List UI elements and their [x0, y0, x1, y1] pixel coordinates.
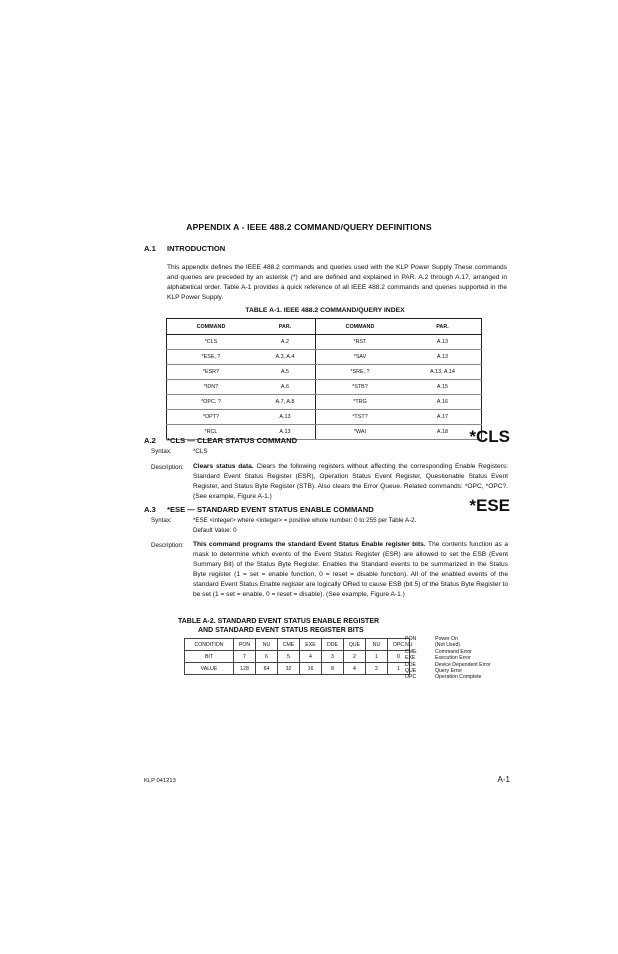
legend-code: NU	[405, 642, 413, 649]
table1-cell: A.13	[404, 350, 482, 365]
table2-cell: OPC	[388, 639, 410, 651]
section-heading-a3: *ESE — STANDARD EVENT STATUS ENABLE COMMAND	[167, 505, 374, 514]
table2-cell: NU	[366, 639, 388, 651]
command-index-table	[166, 318, 482, 440]
table2-cell: 1	[366, 651, 388, 663]
table1-cell: A.2	[255, 335, 316, 350]
legend-meaning: Execution Error	[435, 655, 471, 662]
table2-cell: BIT	[185, 651, 234, 663]
description-body: Clears the following registers without affecting the corresponding Enable Registers: Standard Event Status Register (ESR), Operation Status Event Register, Questionable Status Event Register, and Status Byte Register (STB). Also clears the Error Queue. Related commands: *OPC, *OPC?. (See example, Figure A-1.)	[193, 463, 508, 500]
table1-cell: A.15	[404, 380, 482, 395]
legend-entry	[405, 674, 491, 680]
table1-header: COMMAND	[316, 319, 404, 335]
table2-cell: 64	[256, 663, 278, 675]
table2-cell: 5	[278, 651, 300, 663]
table1-row	[167, 350, 482, 365]
table2-caption: TABLE A-2. STANDARD EVENT STATUS ENABLE REGISTER	[178, 618, 380, 625]
default-value: Default Value: 0	[193, 527, 237, 534]
table2-cell: 4	[344, 663, 366, 675]
table1-cell: *TRG	[316, 395, 404, 410]
table2-cell: 2	[366, 663, 388, 675]
table1-cell: *RCL	[167, 425, 255, 440]
section-number-a2: A.2	[144, 436, 156, 445]
table1-row	[167, 365, 482, 380]
page-title: APPENDIX A - IEEE 488.2 COMMAND/QUERY DEFINITIONS	[186, 222, 432, 232]
table2-cell: NU	[256, 639, 278, 651]
legend-meaning: Query Error	[435, 668, 463, 675]
intro-paragraph: This appendix defines the IEEE 488.2 commands and queries used with the KLP Power Supply These commands and queries are preceded by an asterisk (*) and are defined and explained in PAR. A.2 through A.17, arranged in alphabetical order. Table A-1 provides a quick reference of all IEEE 488.2 commands and queries supported in the KLP Power Supply.	[167, 264, 507, 301]
table1-cell: *WAI	[316, 425, 404, 440]
legend-code: DDE	[405, 661, 416, 668]
table1-cell: A.5	[255, 365, 316, 380]
table1-cell: *ESR?	[167, 365, 255, 380]
legend-code: EXE	[405, 655, 416, 662]
footer-doc-id: KLP 041213	[144, 778, 176, 784]
table2-cell: 32	[278, 663, 300, 675]
table1-cell: *SAV	[316, 350, 404, 365]
legend-code: OPC	[405, 674, 417, 681]
table2-cell: 7	[234, 651, 256, 663]
legend-code: QUE	[405, 668, 417, 675]
table1-cell: *STB?	[316, 380, 404, 395]
table1-cell: A.16	[404, 395, 482, 410]
table2-cell: 2	[344, 651, 366, 663]
table2-cell: 4	[300, 651, 322, 663]
table1-cell: A.13	[255, 410, 316, 425]
table1-row	[167, 380, 482, 395]
table1-cell: *ESE, ?	[167, 350, 255, 365]
description-body: The contents function as a mask to determine which events of the Event Status Register (ESR) are allowed to set the ESB (Event Summary Bit) of the Status Byte Register. Enables the Standard events to be summarized in the Status Byte register (1 = set = enable function, 0 = reset = disable function). All of the enabled events of the standard Event Status Enable register are logically ORed to cause ESB (bit 5) of the Status Byte Register to be set (1 = set = enable, 0 = reset = disable). (See example, Figure A-1.)	[193, 541, 508, 598]
legend-meaning: Power On	[435, 636, 459, 642]
table1-cell: A.3, A.4	[255, 350, 316, 365]
legend-meaning: (Not Used)	[435, 642, 461, 649]
syntax-label: Syntax:	[151, 448, 172, 455]
table1-cell: *CLS	[167, 335, 255, 350]
table1-cell: *TST?	[316, 410, 404, 425]
table1-caption: TABLE A-1. IEEE 488.2 COMMAND/QUERY INDEX	[245, 307, 405, 314]
description-label: Description:	[151, 464, 184, 471]
table1-cell: *IDN?	[167, 380, 255, 395]
table2-cell: VALUE	[185, 663, 234, 675]
table1-cell: A.13	[255, 425, 316, 440]
syntax-value: *ESE <integer> where <integer> = positive whole number: 0 to 255 per Table A-2.	[193, 517, 417, 524]
legend-code: PON	[405, 636, 417, 642]
table1-cell: A.13	[404, 335, 482, 350]
table1-cell: A.13, A.14	[404, 365, 482, 380]
command-badge-cls: *CLS	[469, 427, 510, 446]
legend-code: CME	[405, 648, 417, 655]
section-heading-a1: INTRODUCTION	[167, 244, 226, 253]
table1-cell: *OPC, ?	[167, 395, 255, 410]
table2-cell: CONDITION	[185, 639, 234, 651]
table1-row	[167, 395, 482, 410]
table2-cell: QUE	[344, 639, 366, 651]
table1-cell: A.18	[404, 425, 482, 440]
table1-row	[167, 410, 482, 425]
table1-cell: *SRE, ?	[316, 365, 404, 380]
table1-cell: A.7, A.8	[255, 395, 316, 410]
legend-meaning: Operation Complete	[435, 674, 482, 681]
table2-cell: 3	[322, 651, 344, 663]
table1-cell: *OPT?	[167, 410, 255, 425]
table1-header: COMMAND	[167, 319, 255, 335]
table2-cell: 16	[300, 663, 322, 675]
table1-cell: *RST	[316, 335, 404, 350]
description-text-a2	[193, 462, 508, 502]
table2-cell: EXE	[300, 639, 322, 651]
table2-cell: DDE	[322, 639, 344, 651]
syntax-value: *CLS	[193, 448, 208, 455]
table1-header: PAR.	[255, 319, 316, 335]
description-label: Description:	[151, 542, 184, 549]
table1-cell: A.6	[255, 380, 316, 395]
table2-cell: 128	[234, 663, 256, 675]
section-heading-a2: *CLS — CLEAR STATUS COMMAND	[167, 436, 298, 445]
legend-meaning: Command Error	[435, 648, 472, 655]
abbreviation-legend	[405, 636, 491, 681]
description-bold: This command programs the standard Event Status Enable register bits.	[193, 541, 426, 548]
table2-row	[185, 651, 410, 663]
table2-row	[185, 663, 410, 675]
table2-row	[185, 639, 410, 651]
table2-cell: 0	[388, 651, 410, 663]
command-badge-ese: *ESE	[469, 496, 510, 515]
page-number: A-1	[497, 775, 510, 784]
section-number-a3: A.3	[144, 505, 156, 514]
table1-row	[167, 335, 482, 350]
table2-cell: PON	[234, 639, 256, 651]
table2-cell: 8	[322, 663, 344, 675]
table2-caption-line2: AND STANDARD EVENT STATUS REGISTER BITS	[198, 627, 364, 634]
syntax-label: Syntax:	[151, 517, 172, 524]
description-bold: Clears status data.	[193, 463, 254, 470]
table1-cell: A.17	[404, 410, 482, 425]
legend-meaning: Device Dependent Error	[435, 661, 491, 668]
table2-cell: 6	[256, 651, 278, 663]
table2-cell: CME	[278, 639, 300, 651]
table1-header: PAR.	[404, 319, 482, 335]
description-text-a3	[193, 540, 508, 600]
table2-cell: 1	[388, 663, 410, 675]
section-number-a1: A.1	[144, 244, 156, 253]
status-register-bits-table	[184, 638, 410, 675]
